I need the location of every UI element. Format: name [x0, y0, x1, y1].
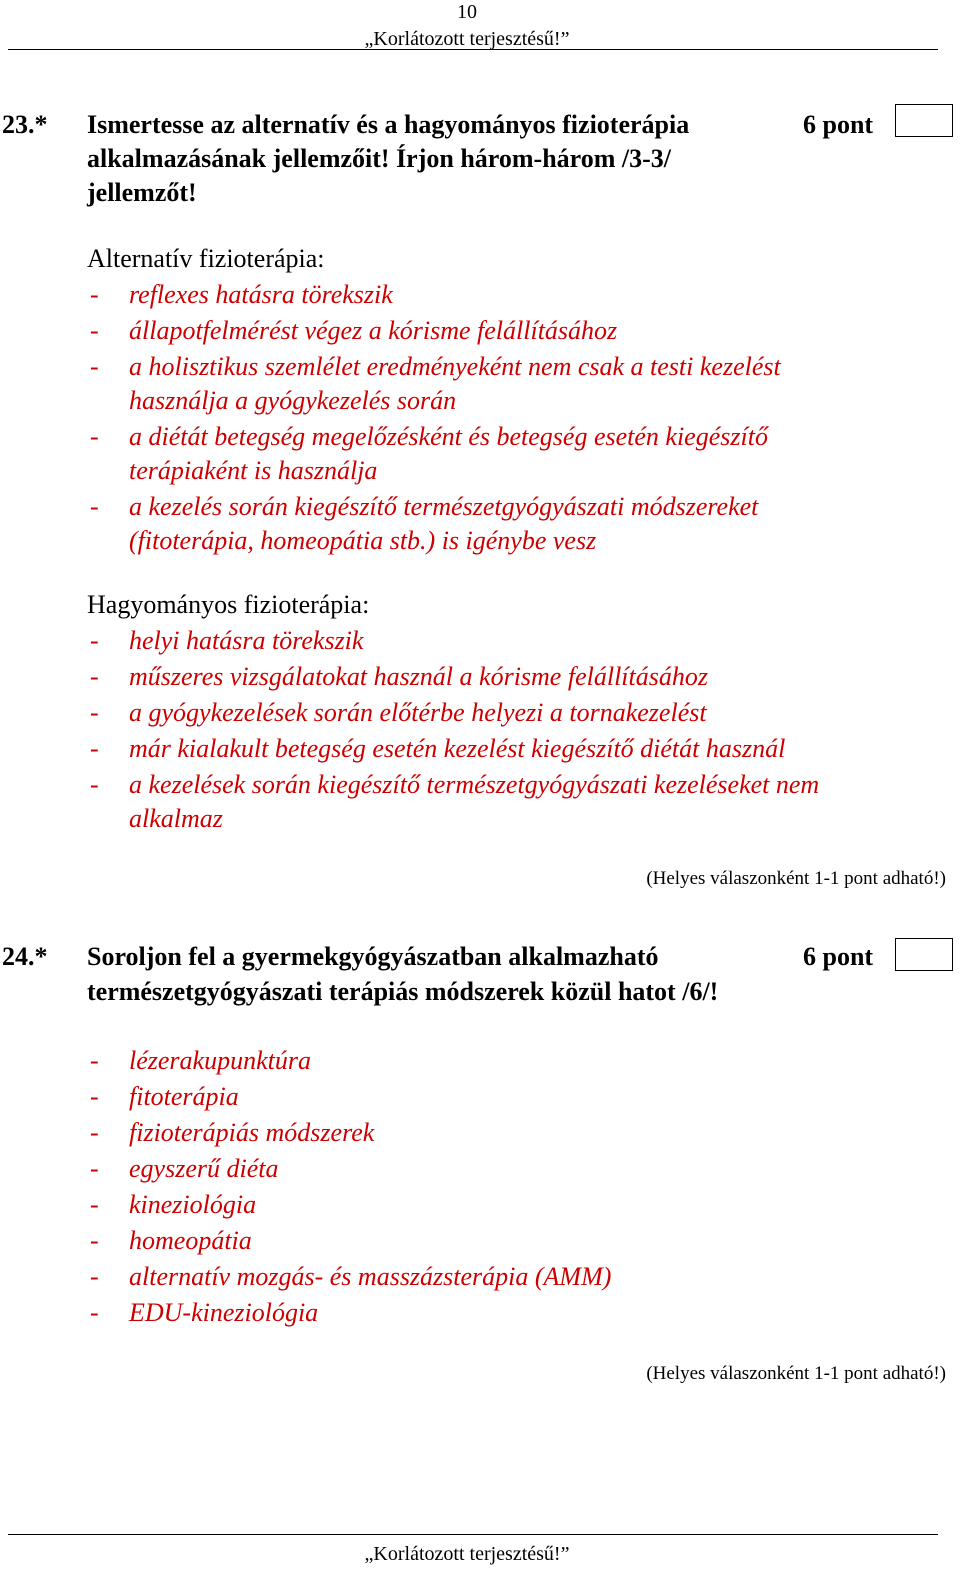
list-item-text: EDU-kineziológia [129, 1298, 319, 1327]
list-item-text: homeopátia [129, 1226, 252, 1255]
dash-bullet: - [90, 662, 99, 691]
list-item [87, 1188, 611, 1222]
list-item [87, 1152, 611, 1186]
list-item-text: már kialakult betegség esetén kezelést kiegészítő diétát használ [129, 734, 786, 763]
question-text-line: jellemzőt! [87, 178, 197, 207]
scoring-note: (Helyes válaszonként 1-1 pont adható!) [646, 1363, 946, 1384]
dash-bullet: - [90, 492, 99, 521]
list-item [87, 278, 781, 312]
dash-bullet: - [90, 770, 99, 799]
list-item [87, 1044, 611, 1078]
list-item [87, 768, 819, 836]
list-item [87, 1080, 611, 1114]
dash-bullet: - [90, 1082, 99, 1111]
list-item-text: egyszerű diéta [129, 1154, 279, 1183]
list-item-text: alkalmaz [129, 804, 223, 833]
question-text-line: Ismertesse az alternatív és a hagyományos fizioterápia [87, 110, 690, 139]
list-item-text: használja a gyógykezelés során [129, 386, 457, 415]
list-item-text: a holisztikus szemlélet eredményeként nem csak a testi kezelést [129, 352, 781, 381]
list-item [87, 624, 819, 658]
list-item [87, 1296, 611, 1330]
list-item-text: műszeres vizsgálatokat használ a kórisme felállításához [129, 662, 708, 691]
list-item-text: fizioterápiás módszerek [129, 1118, 375, 1147]
question-text-line: Soroljon fel a gyermekgyógyászatban alkalmazható [87, 942, 659, 971]
page-number: 10 [457, 1, 477, 23]
dash-bullet: - [90, 626, 99, 655]
dash-bullet: - [90, 422, 99, 451]
list-item-text: reflexes hatásra törekszik [129, 280, 393, 309]
list-item [87, 1224, 611, 1258]
dash-bullet: - [90, 698, 99, 727]
alternative-answer-list [87, 278, 781, 560]
list-item [87, 660, 819, 694]
list-item [87, 314, 781, 348]
question-points: 6 pont [803, 942, 874, 971]
score-box[interactable] [895, 104, 953, 137]
dash-bullet: - [90, 1262, 99, 1291]
list-item [87, 732, 819, 766]
list-item [87, 696, 819, 730]
list-item-text: a gyógykezelések során előtérbe helyezi a tornakezelést [129, 698, 707, 727]
list-item-text: lézerakupunktúra [129, 1046, 311, 1075]
list-item-text: terápiaként is használja [129, 456, 378, 485]
list-item-text: helyi hatásra törekszik [129, 626, 364, 655]
question-text-line: természetgyógyászati terápiás módszerek közül hatot /6/! [87, 977, 719, 1006]
traditional-answer-list [87, 624, 819, 838]
question-points: 6 pont [803, 110, 874, 139]
footer-restriction: „Korlátozott terjesztésű!” [364, 1543, 570, 1565]
header-restriction: „Korlátozott terjesztésű!” [364, 28, 570, 50]
footer-rule [8, 1534, 938, 1535]
dash-bullet: - [90, 1190, 99, 1219]
traditional-section-title: Hagyományos fizioterápia: [87, 590, 370, 619]
dash-bullet: - [90, 316, 99, 345]
question-number: 23.* [2, 110, 48, 139]
dash-bullet: - [90, 280, 99, 309]
list-item-text: alternatív mozgás- és masszázsterápia (AMM) [129, 1262, 612, 1291]
list-item [87, 350, 781, 418]
question-number: 24.* [2, 942, 48, 971]
dash-bullet: - [90, 352, 99, 381]
list-item-text: (fitoterápia, homeopátia stb.) is igénybe vesz [129, 526, 597, 555]
question-text-line: alkalmazásának jellemzőit! Írjon három-három /3-3/ [87, 144, 671, 173]
list-item [87, 490, 781, 558]
alternative-section-title: Alternatív fizioterápia: [87, 244, 325, 273]
list-item-text: a kezelések során kiegészítő természetgyógyászati kezeléseket nem [129, 770, 820, 799]
header-rule [8, 49, 938, 50]
list-item [87, 1260, 611, 1294]
score-box[interactable] [895, 938, 953, 971]
list-item [87, 420, 781, 488]
list-item-text: a diétát betegség megelőzésként és betegség esetén kiegészítő [129, 422, 768, 451]
dash-bullet: - [90, 1154, 99, 1183]
dash-bullet: - [90, 1118, 99, 1147]
scoring-note: (Helyes válaszonként 1-1 pont adható!) [646, 868, 946, 889]
list-item-text: a kezelés során kiegészítő természetgyógyászati módszereket [129, 492, 759, 521]
list-item-text: kineziológia [129, 1190, 257, 1219]
list-item-text: fitoterápia [129, 1082, 239, 1111]
dash-bullet: - [90, 1298, 99, 1327]
dash-bullet: - [90, 1226, 99, 1255]
methods-answer-list [87, 1044, 611, 1332]
list-item-text: állapotfelmérést végez a kórisme felállításához [129, 316, 618, 345]
list-item [87, 1116, 611, 1150]
dash-bullet: - [90, 1046, 99, 1075]
dash-bullet: - [90, 734, 99, 763]
